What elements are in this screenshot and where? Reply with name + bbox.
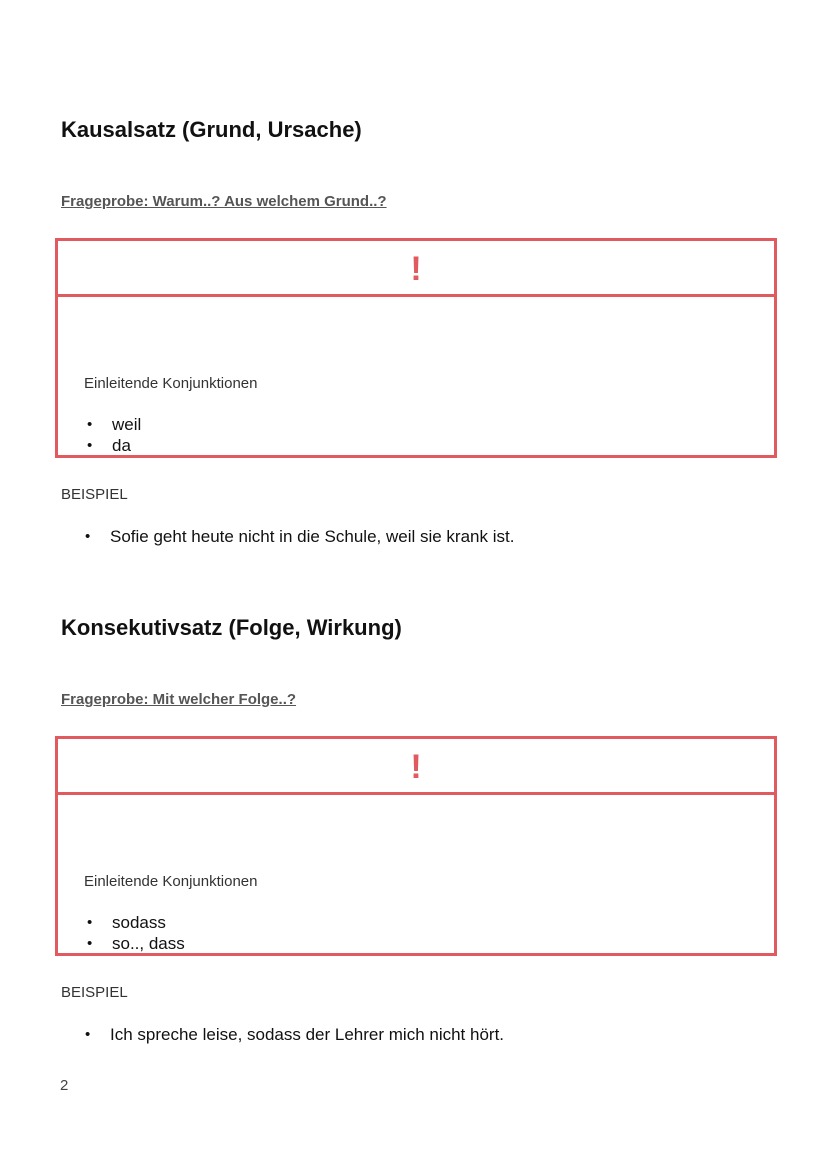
example-item: • Sofie geht heute nicht in die Schule, weil sie krank ist. [80, 526, 514, 547]
conjunction-box-header [58, 739, 774, 795]
example-item: • Ich spreche leise, sodass der Lehrer mich nicht hört. [80, 1024, 504, 1045]
exclamation-icon: ! [410, 250, 422, 288]
conjunction-list [82, 414, 141, 456]
section-heading: Kausalsatz (Grund, Ursache) [61, 117, 362, 142]
list-item: • so.., dass [82, 933, 185, 954]
example-list [80, 1024, 504, 1045]
conjunction-list [82, 912, 185, 954]
example-label: BEISPIEL [61, 486, 128, 503]
conjunctions-label: Einleitende Konjunktionen [84, 873, 258, 890]
page-number: 2 [60, 1077, 69, 1094]
list-item: • da [82, 435, 141, 456]
conjunction-box [55, 736, 777, 956]
exclamation-icon: ! [410, 748, 422, 786]
question-probe: Frageprobe: Warum..? Aus welchem Grund..? [61, 193, 387, 210]
question-probe: Frageprobe: Mit welcher Folge..? [61, 691, 297, 708]
example-label: BEISPIEL [61, 984, 128, 1001]
section-heading: Konsekutivsatz (Folge, Wirkung) [61, 615, 402, 640]
list-item: • weil [82, 414, 141, 435]
conjunctions-label: Einleitende Konjunktionen [84, 375, 258, 392]
example-list [80, 526, 514, 547]
list-item: • sodass [82, 912, 185, 933]
conjunction-box [55, 238, 777, 458]
conjunction-box-header [58, 241, 774, 297]
